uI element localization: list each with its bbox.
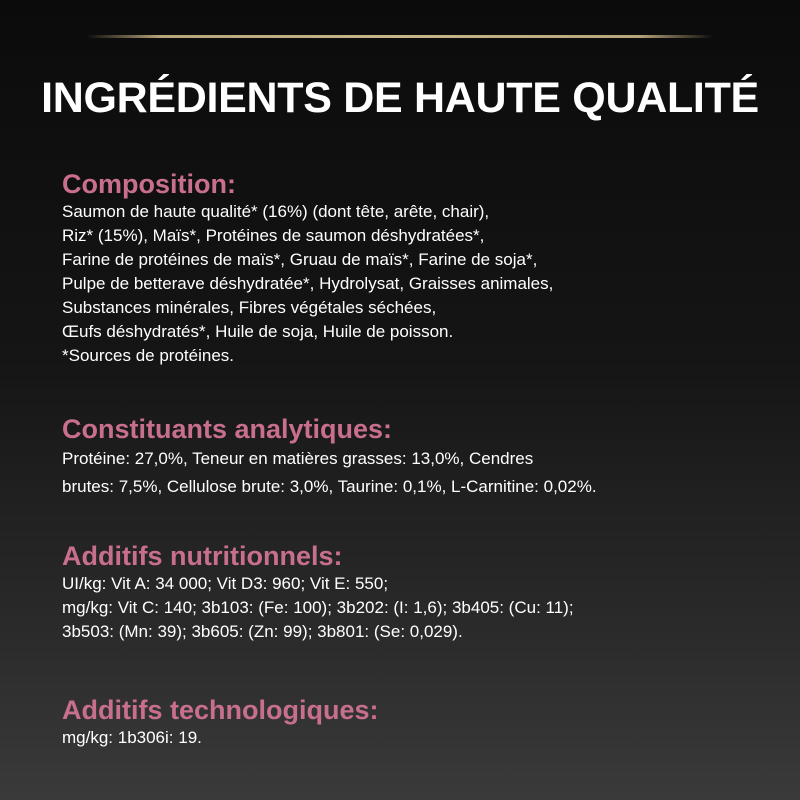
section-body-additifs-technologiques xyxy=(62,726,762,750)
text-line: Saumon de haute qualité* (16%) (dont tête, arête, chair), xyxy=(62,202,490,221)
section-title-additifs-nutritionnels: Additifs nutritionnels: xyxy=(62,541,343,571)
top-divider xyxy=(86,35,714,38)
section-constituants-analytiques xyxy=(62,414,762,501)
text-line: mg/kg: 1b306i: 19. xyxy=(62,728,202,747)
section-additifs-technologiques xyxy=(62,695,762,750)
text-line: Substances minérales, Fibres végétales séchées, xyxy=(62,298,437,317)
section-title-constituants-analytiques: Constituants analytiques: xyxy=(62,414,393,444)
text-line: Pulpe de betterave déshydratée*, Hydrolysat, Graisses animales, xyxy=(62,274,554,293)
section-body-constituants-analytiques xyxy=(62,445,762,501)
section-additifs-nutritionnels xyxy=(62,541,762,644)
text-line: UI/kg: Vit A: 34 000; Vit D3: 960; Vit E: 550; xyxy=(62,574,389,593)
section-title-additifs-technologiques: Additifs technologiques: xyxy=(62,695,379,725)
text-line: Protéine: 27,0%, Teneur en matières grasses: 13,0%, Cendres xyxy=(62,449,534,468)
section-title-composition: Composition: xyxy=(62,169,236,199)
text-line: *Sources de protéines. xyxy=(62,346,234,365)
text-line: Riz* (15%), Maïs*, Protéines de saumon déshydratées*, xyxy=(62,226,485,245)
section-body-composition xyxy=(62,200,762,368)
text-line: mg/kg: Vit C: 140; 3b103: (Fe: 100); 3b202: (I: 1,6); 3b405: (Cu: 11); xyxy=(62,598,574,617)
section-body-additifs-nutritionnels xyxy=(62,572,762,644)
section-composition xyxy=(62,169,762,368)
text-line: brutes: 7,5%, Cellulose brute: 3,0%, Taurine: 0,1%, L-Carnitine: 0,02%. xyxy=(62,477,597,496)
text-line: Œufs déshydratés*, Huile de soja, Huile de poisson. xyxy=(62,322,454,341)
text-line: Farine de protéines de maïs*, Gruau de maïs*, Farine de soja*, xyxy=(62,250,538,269)
text-line: 3b503: (Mn: 39); 3b605: (Zn: 99); 3b801: (Se: 0,029). xyxy=(62,622,463,641)
page-title: INGRÉDIENTS DE HAUTE QUALITÉ xyxy=(41,74,759,122)
